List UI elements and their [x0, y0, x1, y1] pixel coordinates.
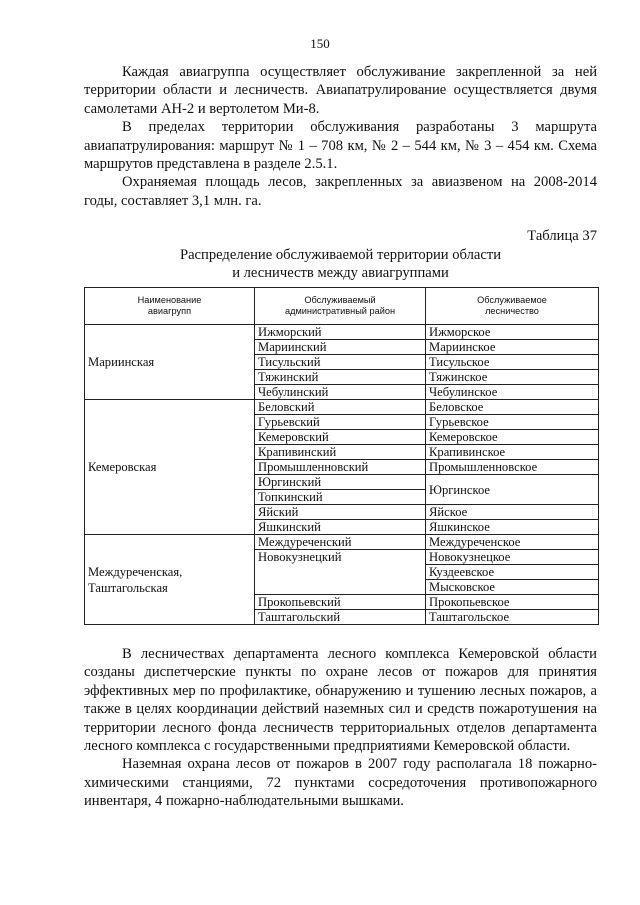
- group-name-line: Таштагольская: [88, 580, 168, 595]
- forestry-cell: Мысковское: [426, 580, 599, 595]
- district-cell: Яйский: [255, 505, 426, 520]
- district-cell: Тяжинский: [255, 370, 426, 385]
- table-header-row: [85, 288, 599, 325]
- distribution-table: [84, 287, 599, 625]
- district-cell: Чебулинский: [255, 385, 426, 400]
- paragraph: В лесничествах департамента лесного комплекса Кемеровской области созданы диспетчерские пункты по охране лесов от пожаров для принятия эффективных мер по профилактике, обнаружению и тушению лесных пожаров, а также в целях координации действий наземных сил и средств пожаротушения на территории лесного фонда лесничеств территориальных отделов департамента лесного комплекса с государственными предприятиями Кемеровской области.: [84, 646, 597, 755]
- forestry-cell: Кемеровское: [426, 430, 599, 445]
- paragraph: В пределах территории обслуживания разработаны 3 маршрута авиапатрулирования: маршрут № 1 – 708 км, № 2 – 544 км, № 3 – 454 км. Схема маршрутов представлена в разделе 2.5.1.: [84, 119, 597, 173]
- district-cell: Кемеровский: [255, 430, 426, 445]
- forestry-cell: Куздеевское: [426, 565, 599, 580]
- forestry-cell: Гурьевское: [426, 415, 599, 430]
- forestry-cell: Чебулинское: [426, 385, 599, 400]
- district-cell: Таштагольский: [255, 610, 426, 625]
- forestry-cell: Тяжинское: [426, 370, 599, 385]
- header-text: административный район: [284, 306, 396, 316]
- group-name-cell: Мариинская: [85, 325, 255, 400]
- paragraph: Наземная охрана лесов от пожаров в 2007 году располагала 18 пожарно-химическими станциями, 72 пунктами сосредоточения противопожарного инвентаря, 4 пожарно-наблюдательными вышками.: [84, 756, 597, 810]
- district-cell: Крапивинский: [255, 445, 426, 460]
- group-name-cell: [85, 535, 255, 625]
- forestry-cell: Яшкинское: [426, 520, 599, 535]
- header-text: авиагрупп: [147, 306, 192, 316]
- district-cell: Междуреченский: [255, 535, 426, 550]
- table-row: [85, 325, 599, 340]
- district-cell: Прокопьевский: [255, 595, 426, 610]
- closing-text: [84, 645, 597, 811]
- district-cell: Юргинский: [255, 475, 426, 490]
- district-cell: Тисульский: [255, 355, 426, 370]
- district-cell: Гурьевский: [255, 415, 426, 430]
- table-title: [84, 246, 597, 282]
- header-text: Наименование: [137, 295, 202, 305]
- group-name-cell: Кемеровская: [85, 400, 255, 535]
- forestry-cell: Промышленновское: [426, 460, 599, 475]
- header-forestry: [426, 288, 599, 325]
- intro-text: [84, 63, 597, 210]
- table-number: Таблица 37: [527, 228, 597, 244]
- header-text: лесничество: [485, 306, 539, 316]
- district-cell: Топкинский: [255, 490, 426, 505]
- district-cell: Беловский: [255, 400, 426, 415]
- forestry-cell: Междуреченское: [426, 535, 599, 550]
- group-name-line: Междуреченская,: [88, 564, 183, 579]
- district-cell: Новокузнецкий: [255, 550, 426, 595]
- forestry-cell: Юргинское: [426, 475, 599, 505]
- table-title-line: и лесничеств между авиагруппами: [232, 265, 449, 281]
- header-district: [255, 288, 426, 325]
- table-row: [85, 400, 599, 415]
- forestry-cell: Таштагольское: [426, 610, 599, 625]
- paragraph: Каждая авиагруппа осуществляет обслуживание закрепленной за ней территории области и лесничеств. Авиапатрулирование осуществляется двумя самолетами АН-2 и вертолетом Ми-8.: [84, 64, 597, 117]
- header-text: Обслуживаемый: [304, 295, 376, 305]
- header-group: [85, 288, 255, 325]
- district-cell: Мариинский: [255, 340, 426, 355]
- paragraph: Охраняемая площадь лесов, закрепленных за авиазвеном на 2008-2014 годы, составляет 3,1 млн. га.: [84, 174, 597, 209]
- district-cell: Яшкинский: [255, 520, 426, 535]
- table-row: [85, 535, 599, 550]
- district-cell: Ижморский: [255, 325, 426, 340]
- forestry-cell: Беловское: [426, 400, 599, 415]
- district-cell: Промышленновский: [255, 460, 426, 475]
- forestry-cell: Ижморское: [426, 325, 599, 340]
- table-title-line: Распределение обслуживаемой территории области: [179, 247, 502, 263]
- forestry-cell: Яйское: [426, 505, 599, 520]
- header-text: Обслуживаемое: [477, 295, 547, 305]
- forestry-cell: Новокузнецкое: [426, 550, 599, 565]
- forestry-cell: Прокопьевское: [426, 595, 599, 610]
- forestry-cell: Мариинское: [426, 340, 599, 355]
- page-number: 150: [310, 36, 330, 51]
- forestry-cell: Тисульское: [426, 355, 599, 370]
- forestry-cell: Крапивинское: [426, 445, 599, 460]
